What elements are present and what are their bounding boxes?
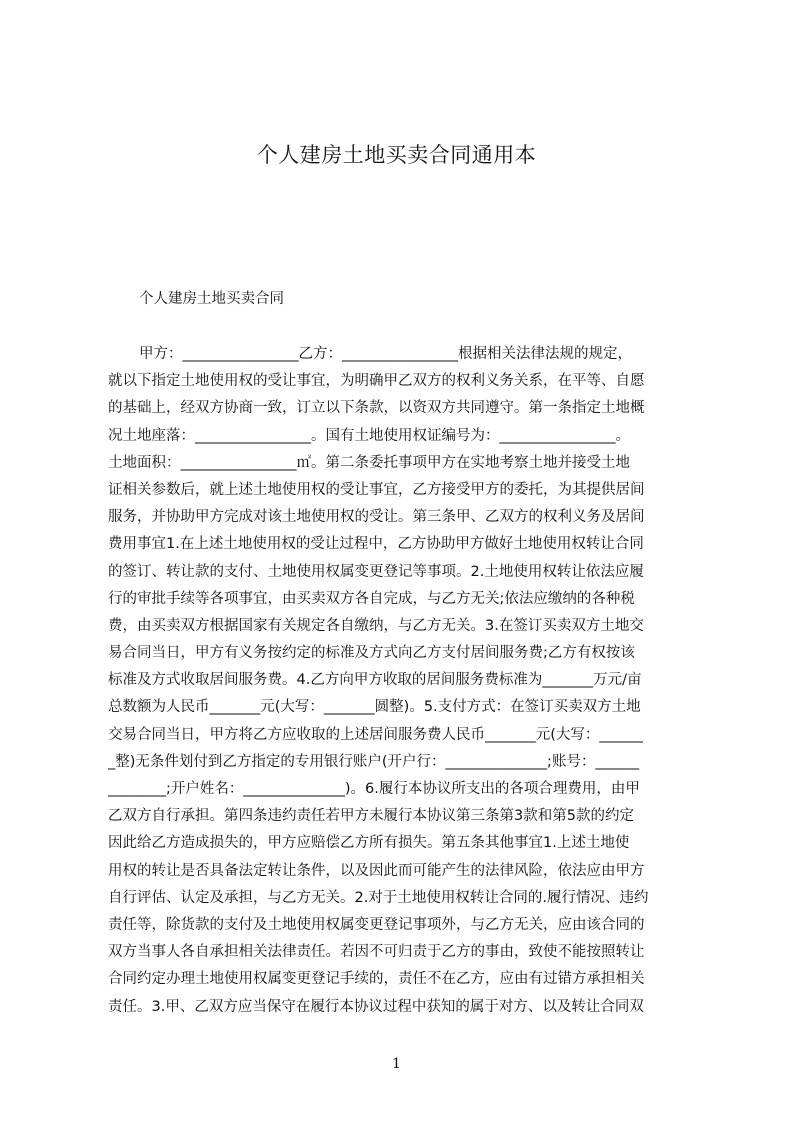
- body-line: ________;开户姓名：______________)。6.履行本协议所支出的各项合理费用，由甲: [108, 781, 640, 797]
- body-line: 乙双方自行承担。第四条违约责任若甲方未履行本协议第三条第3款和第5款的约定: [108, 808, 634, 825]
- body-line: 标准及方式收取居间服务费。4.乙方向甲方收取的居间服务费标准为_______万元/亩: [108, 672, 642, 689]
- body-line: 的基础上，经双方协商一致，订立以下条款，以资双方共同遵守。第一条指定土地概: [108, 400, 645, 417]
- body-line: 的签订、转让款的支付、土地使用权属变更登记等事项。2.土地使用权转让依法应履: [108, 563, 644, 580]
- body-line: 服务，并协助甲方完成对该土地使用权的受让。第三条甲、乙双方的权利义务及居间: [108, 509, 645, 526]
- body-line: 易合同当日，甲方有义务按约定的标准及方式向乙方支付居间服务费;乙方有权按该: [108, 645, 635, 662]
- body-line: 费，由买卖双方根据国家有关规定各自缴纳，与乙方无关。3.在签订买卖双方土地交: [108, 617, 644, 634]
- body-line: 甲方：________________乙方：________________根据相关法律法规的规定，: [139, 346, 632, 362]
- body-line: 土地面积：________________㎡。第二条委托事项甲方在实地考察土地并接受土地: [108, 454, 630, 471]
- body-line: _整)无条件划付到乙方指定的专用银行账户(开户行：______________;账号：______: [108, 753, 639, 770]
- body-line: 总数额为人民币_______元(大写：_______圆整)。5.支付方式：在签订买卖双方土地: [108, 699, 641, 716]
- body-line: 合同约定办理土地使用权属变更登记手续的，责任不在乙方，应由有过错方承担相关: [108, 971, 645, 988]
- body-line: 双方当事人各自承担相关法律责任。若因不可归责于乙方的事由，致使不能按照转让: [108, 944, 645, 961]
- body-line: 因此给乙方造成损失的，甲方应赔偿乙方所有损失。第五条其他事宜1.上述土地使: [108, 835, 630, 852]
- document-title: 个人建房土地买卖合同通用本: [256, 143, 537, 167]
- body-line: 责任等，除货款的支付及土地使用权属变更登记事项外，与乙方无关，应由该合同的: [108, 916, 645, 933]
- body-line: 况土地座落：________________。国有土地使用权证编号为：________________。: [108, 427, 630, 444]
- body-line: 用权的转让是否具备法定转让条件，以及因此而可能产生的法律风险，依法应由甲方: [108, 862, 645, 879]
- page-number: 1: [392, 1056, 401, 1072]
- body-line: 交易合同当日，甲方将乙方应收取的上述居间服务费人民币_______元(大写：______: [108, 726, 643, 743]
- body-line: 自行评估、认定及承担，与乙方无关。2.对于土地使用权转让合同的.履行情况、违约: [108, 889, 649, 906]
- contract-body: [108, 341, 700, 1021]
- body-line: 证相关参数后，就上述土地使用权的受让事宜，乙方接受甲方的委托，为其提供居间: [108, 481, 645, 498]
- body-line: 费用事宜1.在上述土地使用权的受让过程中，乙方协助甲方做好土地使用权转让合同: [108, 536, 644, 553]
- body-line: 就以下指定土地使用权的受让事宜，为明确甲乙双方的权利义务关系，在平等、自愿: [108, 373, 645, 390]
- body-line: 行的审批手续等各项事宜，由买卖双方各自完成，与乙方无关;依法应缴纳的各种税: [108, 590, 635, 607]
- contract-subtitle: 个人建房土地买卖合同: [139, 291, 284, 307]
- body-line: 责任。3.甲、乙双方应当保守在履行本协议过程中获知的属于对方、以及转让合同双: [108, 998, 644, 1015]
